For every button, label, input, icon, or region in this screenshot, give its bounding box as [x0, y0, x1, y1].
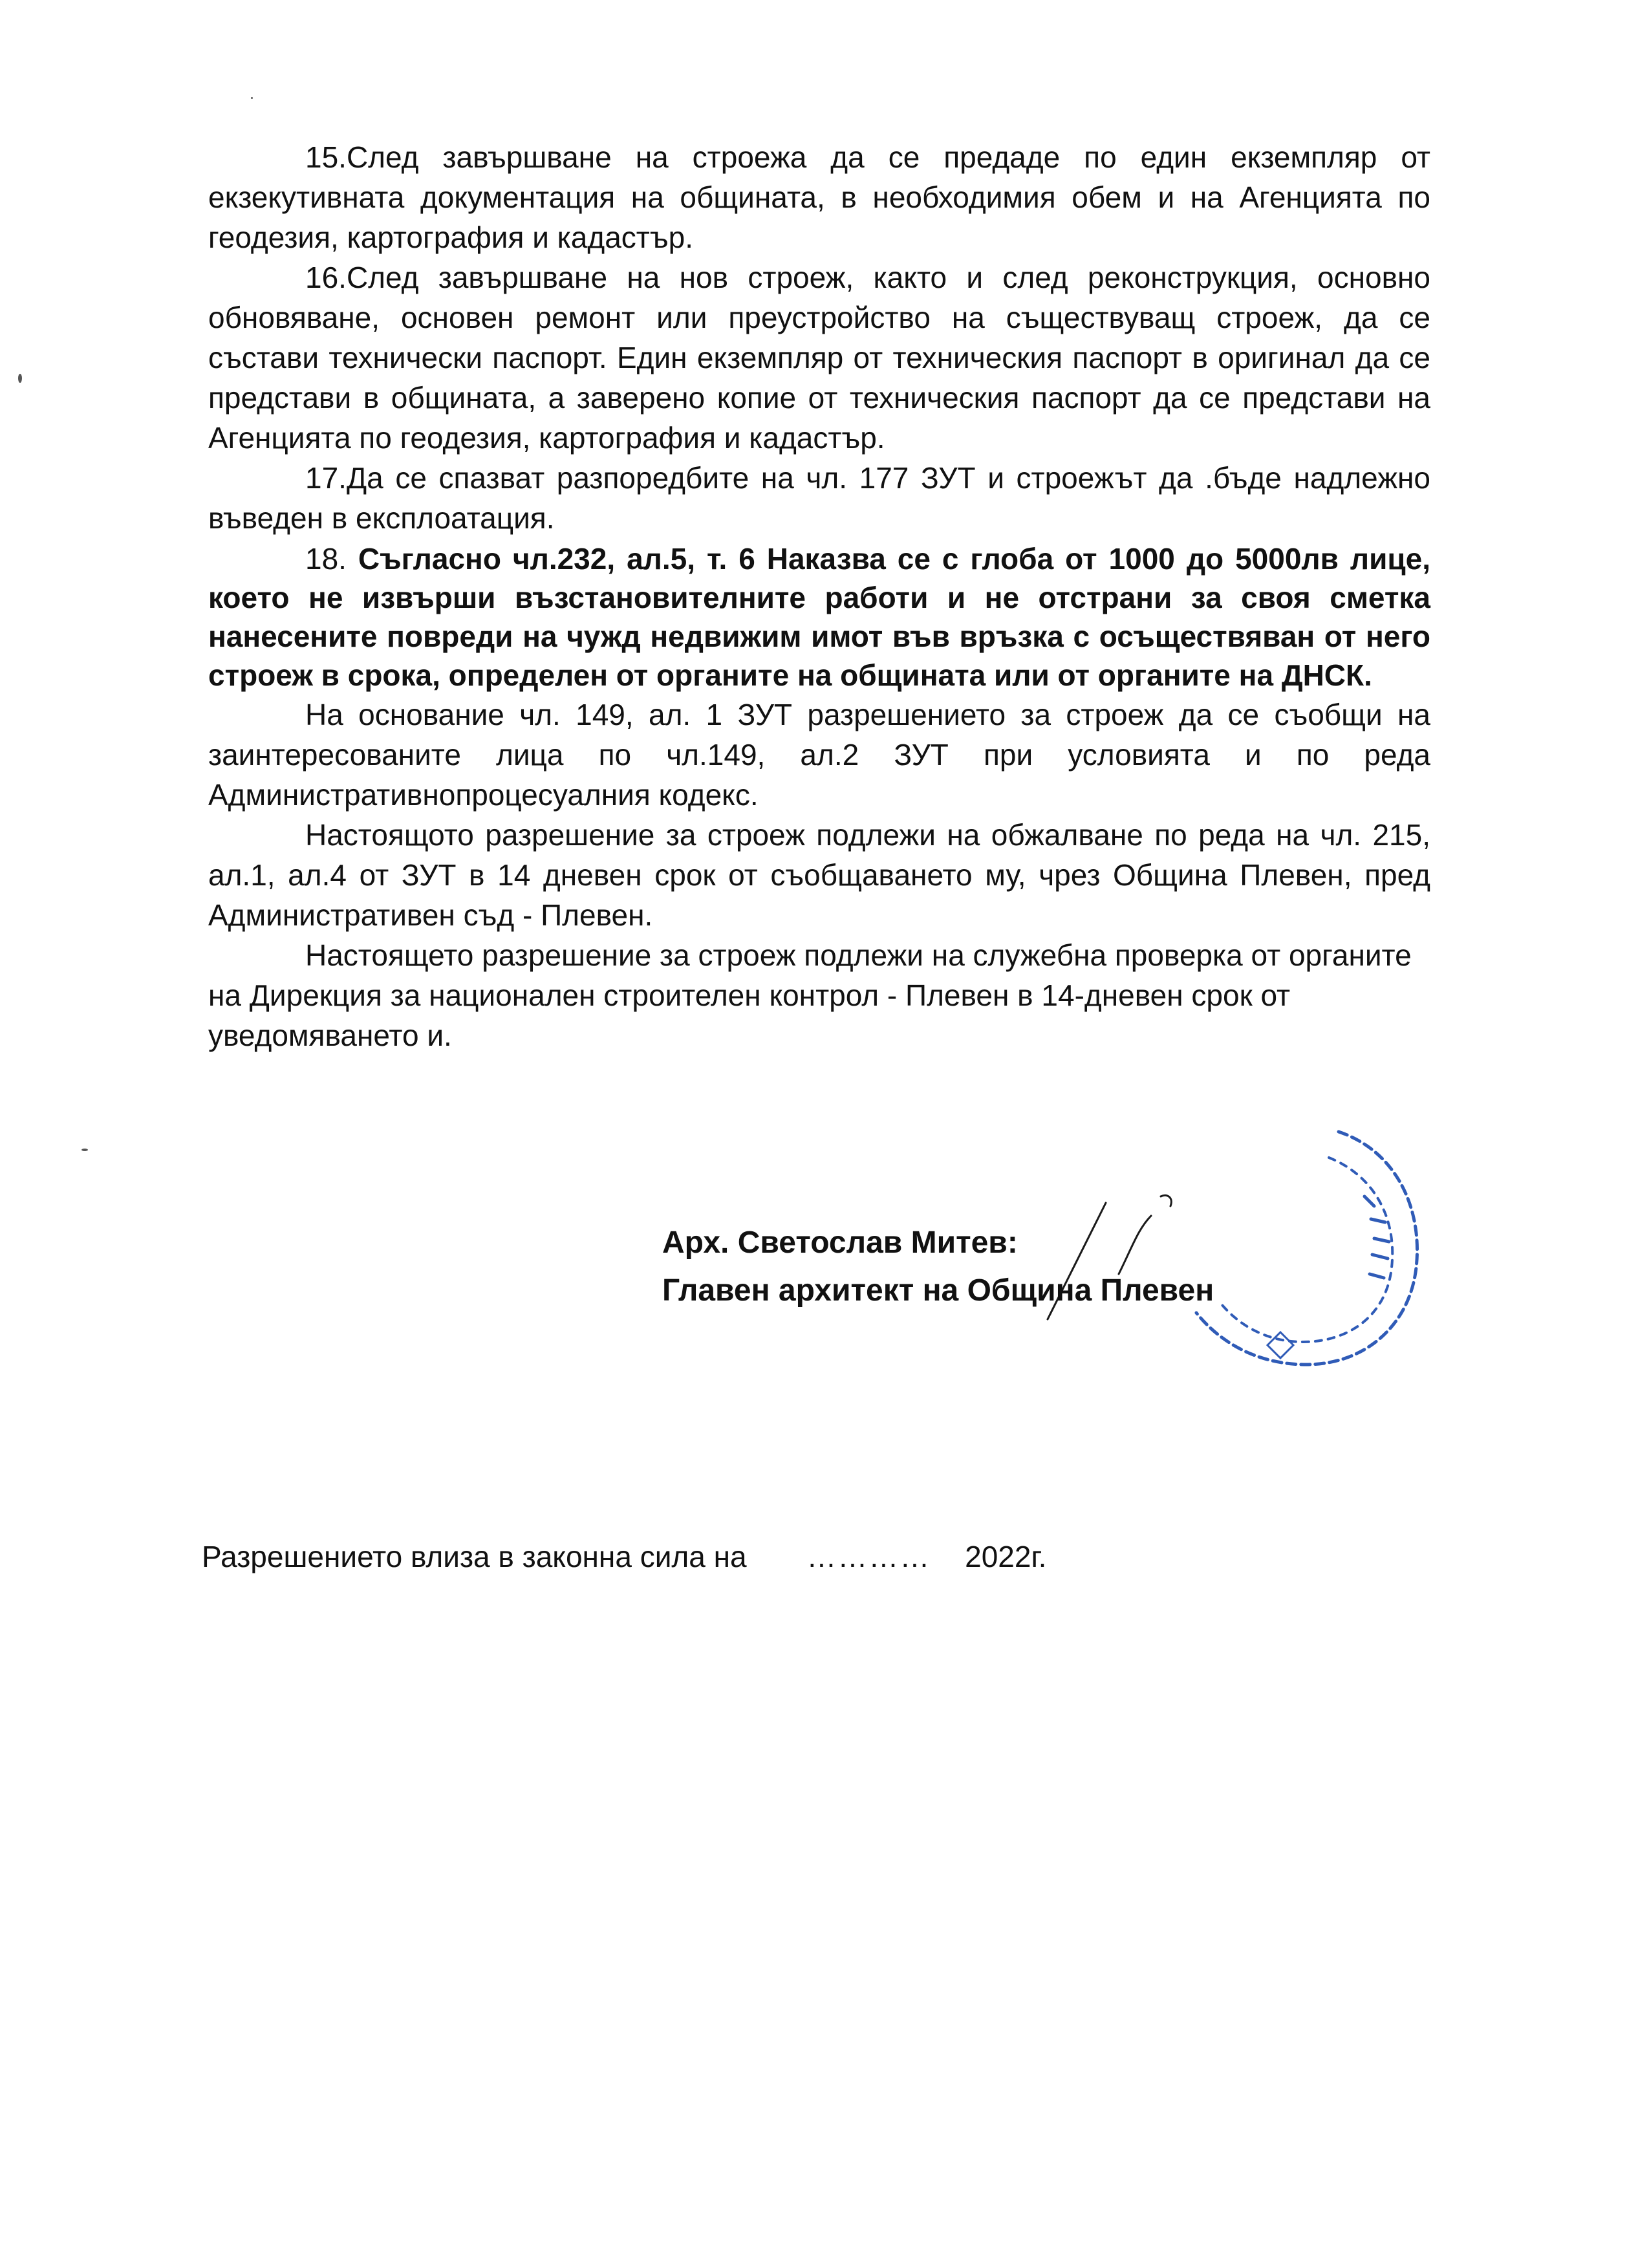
stamp-inner-ring	[1219, 1158, 1392, 1342]
paragraph-text: След завършване на строежа да се предаде по един екземпляр от екзекутивната документация на общината, в необходимия обем и на Агенцията по геодезия, картография и кадастър.	[208, 140, 1430, 254]
paragraph-17	[208, 458, 1430, 538]
paragraph-text: Да се спазват разпоредбите на чл. 177 ЗУТ и строежът да .бъде надлежно въведен в експлоатация.	[208, 461, 1430, 535]
scan-speck	[81, 1149, 88, 1151]
paragraph-number: 17.	[305, 461, 347, 495]
stamp-outer-ring	[1196, 1132, 1417, 1365]
paragraph-appeal	[208, 815, 1430, 935]
paragraph-notification	[208, 695, 1430, 815]
scan-speck	[18, 374, 22, 383]
paragraph-16	[208, 257, 1430, 458]
paragraph-number: 15.	[305, 140, 347, 174]
effective-date-line	[202, 1539, 1046, 1574]
paragraph-inspection	[208, 935, 1430, 1055]
signatory-name: Арх. Светослав Митев:	[662, 1226, 1018, 1260]
paragraph-number: 18.	[305, 542, 347, 576]
signatory-title: Главен архитект на Община Плевен	[662, 1273, 1214, 1308]
stamp-mark	[1267, 1332, 1293, 1358]
paragraph-text: Настоящето разрешение за строеж подлежи на служебна проверка от органите на Дирекция за национален строителен контрол - Плевен в 14-дневен срок от уведомяването и.	[208, 938, 1412, 1052]
scan-speck	[251, 97, 253, 99]
paragraph-text: На основание чл. 149, ал. 1 ЗУТ разрешението за строеж да се съобщи на заинтересованите лица по чл.149, ал.2 ЗУТ при условията и по реда Административнопроцесуалния кодекс.	[208, 698, 1430, 812]
effective-date-label: Разрешението влиза в законна сила на	[202, 1540, 747, 1573]
paragraph-number: 16.	[305, 261, 347, 294]
paragraph-text: Настоящото разрешение за строеж подлежи на обжалване по реда на чл. 215, ал.1, ал.4 от ЗУТ в 14 дневен срок от съобщаването му, чрез Община Плевен, пред Административен съд - Плевен.	[208, 818, 1430, 932]
signature-block	[662, 1219, 1214, 1315]
effective-year: 2022г.	[965, 1540, 1047, 1573]
paragraph-18	[208, 539, 1430, 695]
paragraph-text: Съгласно чл.232, ал.5, т. 6 Наказва се с глоба от 1000 до 5000лв лице, което не извърши възстановителните работи и не отстрани за своя сметка нанесените повреди на чужд недвижим имот във връзка с осъществяван от него строеж в срока, определен от органите на общината или от органите на ДНСК.	[208, 542, 1430, 692]
stamp-letters	[1364, 1196, 1389, 1278]
date-placeholder-dots: …………	[806, 1540, 931, 1573]
paragraph-text: След завършване на нов строеж, както и след реконструкция, основно обновяване, основен ремонт или преустройство на съществуващ строеж, да се състави технически паспорт. Един екземпляр от техническия паспорт в оригинал да се представи в общината, а заверено копие от техническия паспорт да се представи на Агенцията по геодезия, картография и кадастър.	[208, 261, 1430, 455]
paragraph-15	[208, 137, 1430, 257]
document-body	[208, 137, 1430, 1055]
